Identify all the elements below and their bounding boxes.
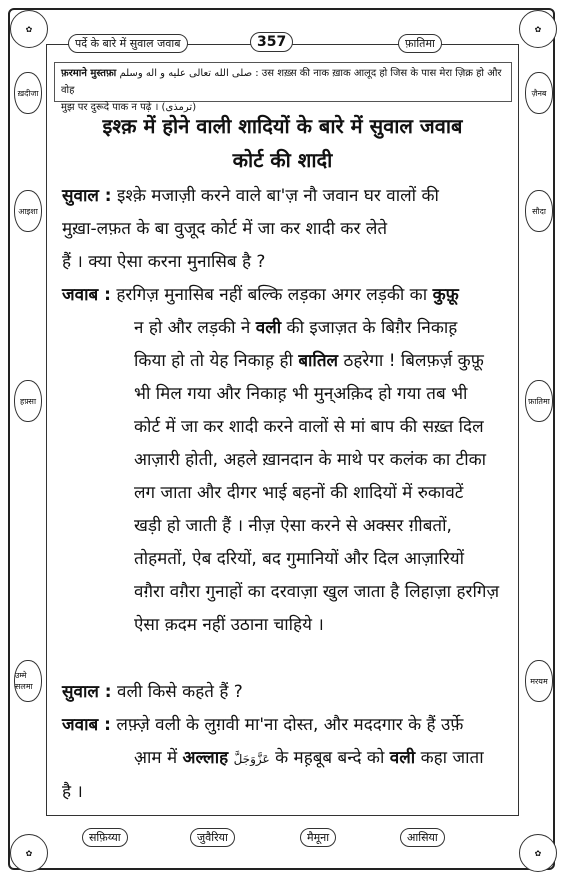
side-oval: सौदा (525, 190, 553, 232)
answer-bold-term: कुफ़ू (432, 285, 459, 305)
question-line: वली किसे कहते हैं ? (117, 682, 243, 702)
answer-line: आज़ारी होती, अहले ख़ानदान के माथे पर कलंक का टीका (134, 450, 487, 470)
page-title: इश्क़ में होने वाली शादियों के बारे में सुवाल जवाब (102, 114, 463, 138)
side-oval: ख़दीजा (14, 72, 42, 114)
footer-tab: आसिया (400, 828, 445, 847)
qa-block-1 (62, 180, 502, 642)
side-oval: आइशा (14, 190, 42, 232)
answer-line: कोर्ट में जा कर शादी करने वालों से मां बाप की सख़्त दिल (134, 417, 484, 437)
side-oval: मरयम (525, 660, 553, 702)
answer-line: ऐसा क़दम नहीं उठाना चाहिये । (134, 615, 324, 635)
answer-text: ठहरेगा ! बिलफ़र्ज़ कुफ़ू (343, 351, 484, 371)
answer-bold-term: वली (255, 318, 282, 338)
qa-block-2 (62, 676, 502, 809)
answer-text: लफ़्ज़े वली के लुग़वी मा'ना दोस्त, और मददगार के हैं उर्फ़े (116, 715, 464, 735)
footer-tab: सफ़िय्या (82, 828, 128, 847)
footer-tab: जुवैरिया (190, 828, 235, 847)
farmaan-box (54, 62, 512, 113)
side-oval: उम्मे सलमा (14, 660, 42, 702)
question-line: इश्क़े मजाज़ी करने वाले बा'ज़ नौ जवान घर वालों की (117, 186, 439, 206)
page-number: 357 (250, 32, 293, 52)
corner-ornament-bottom-right: ✿ (519, 834, 557, 872)
answer-line: वग़ैरा वग़ैरा गुनाहों का दरवाज़ा खुल जाता है लिहाज़ा हरगिज़ (134, 582, 500, 602)
question-label: सुवाल : (62, 682, 112, 702)
question-line: हैं । क्या ऐसा करना मुनासिब है ? (62, 252, 266, 272)
corner-ornament-top-left: ✿ (10, 10, 48, 48)
question-label: सुवाल : (62, 186, 112, 206)
answer-line: लग जाता और दीगर भाई बहनों की शादियों में रुकावटें (134, 483, 464, 503)
answer-label: जवाब : (62, 285, 111, 305)
answer-line: है । (62, 782, 83, 802)
answer-line: खड़ी हो जाती हैं । नीज़ ऐसा करने से अक्सर ग़ीबतों, (134, 516, 452, 536)
corner-ornament-top-right: ✿ (519, 10, 557, 48)
farmaan-line2: मुझ पर दुरूदे पाक न पढ़े । (ترمذی) (61, 102, 197, 113)
answer-text: किया हो तो येह निकाह़ ही (134, 351, 293, 371)
answer-bold-term: बातिल (298, 351, 339, 371)
answer-bold-term: वली (389, 748, 416, 768)
arabic-honorific: عَزَّوَجَلَّ (233, 752, 270, 766)
side-oval: हफ़्सा (14, 380, 42, 422)
side-oval: ज़ैनब (525, 72, 553, 114)
section-title: कोर्ट की शादी (232, 148, 333, 172)
side-oval: फ़ातिमा (525, 380, 553, 422)
question-line: मुख़ा-लफ़त के बा वुजूद कोर्ट में जा कर शादी कर लेते (62, 219, 388, 239)
farmaan-label: फ़रमाने मुस्तफ़ा (61, 68, 117, 79)
answer-text: आ़म में (134, 748, 178, 768)
answer-text: के मह़बूब बन्दे को (275, 748, 385, 768)
farmaan-arabic: صلى الله تعالى عليه و اله وسلم (119, 68, 253, 79)
answer-text: हरगिज़ मुनासिब नहीं बल्कि लड़का अगर लड़की का (116, 285, 428, 305)
answer-bold-term: अल्लाह (182, 748, 229, 768)
answer-text: की इजाज़त के बिग़ैर निकाह़ (286, 318, 458, 338)
header-chapter-tab: पर्दे के बारे में सुवाल जवाब (68, 34, 188, 53)
footer-tab: मैमूना (300, 828, 336, 847)
answer-text: न हो और लड़की ने (134, 318, 251, 338)
answer-label: जवाब : (62, 715, 111, 735)
answer-line: तोहमतों, ऐब दरियों, बद गुमानियों और दिल आज़ारियों (134, 549, 465, 569)
answer-line: भी मिल गया और निकाह़ भी मुन्अक़िद हो गया तब भी (134, 384, 468, 404)
answer-text: कहा जाता (420, 748, 484, 768)
farmaan-line1: : उस शख़्स की नाक ख़ाक आलूद हो जिस के पास मेरा ज़िक्र हो और वोह (61, 68, 502, 96)
header-name-tab: फ़ातिमा (398, 34, 442, 53)
corner-ornament-bottom-left: ✿ (10, 834, 48, 872)
